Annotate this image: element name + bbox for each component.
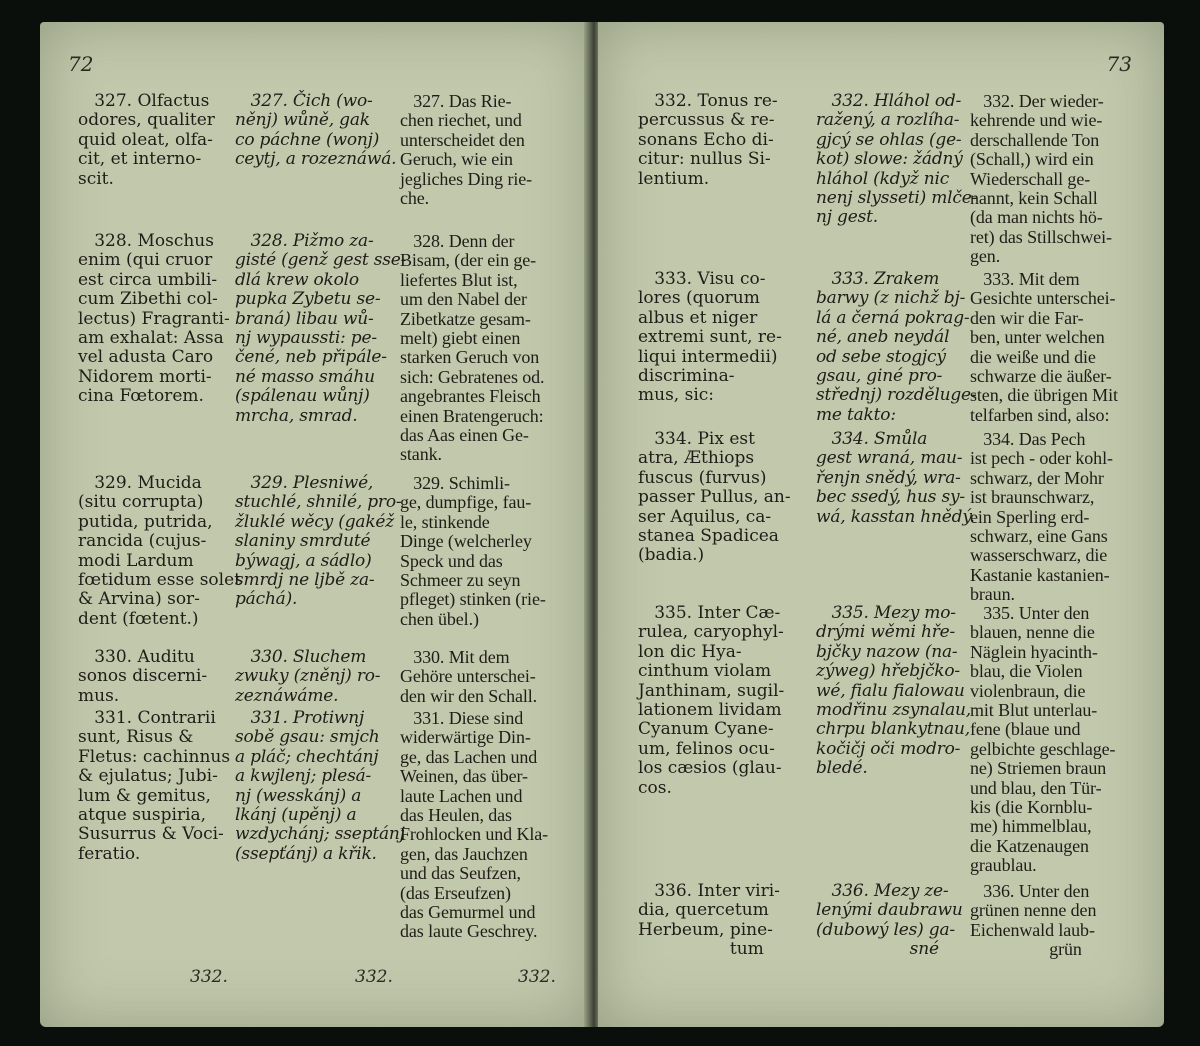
entry-333-czech: 333. Zrakem barwy (z nichž bj- lá a černá pokrag- né, aneb neydál od sebe stogjcý gsau, giné pro- střednj) rozděluge- me takto: (816, 269, 977, 425)
left-page (40, 22, 588, 1027)
right-german-column (970, 91, 1155, 960)
right-page-number: 73 (1106, 52, 1132, 76)
entry-335-latin: 335. Inter Cæ- rulea, caryophyl- lon dic Hya- cinthum violam Janthinam, sugil- lationem lividam Cyanum Cyane- um, felinos ocu- los cæsios (glau- cos. (638, 603, 785, 798)
entry-335-czech: 335. Mezy mo- drými wěmi hře- bjčky nazow (na- zýweg) hřebjčko- wé, fialu fialowau modřinu zsynalau, chrpu blankytnau, kočičj oči modro- bledé. (816, 603, 971, 779)
entry-331-latin: 331. Contrarii sunt, Risus & Fletus: cachinnus & ejulatus; Jubi- lum & gemitus, atque suspiria, Susurrus & Voci- feratio. (78, 708, 231, 864)
entry-333-german: 333. Mit dem Gesichte unterschei- den wir die Far- ben, unter welchen die weiße und die schwarze die äußer- sten, die übrigen Mit telfarben sind, also: (970, 269, 1118, 425)
right-page (598, 22, 1164, 1027)
left-page-number: 72 (68, 52, 94, 76)
signature-mark-german: 332. (518, 967, 556, 987)
entry-336-czech: 336. Mezy ze- lenými daubrawu (dubowý les) ga- sné (816, 881, 963, 960)
entry-332-czech: 332. Hláhol od- ražený, a rozlíha- gjcý se ohlas (ge- kot) slowe: žádný hláhol (když nic nenj slysseti) mlče- nj gest. (816, 91, 978, 228)
entry-330-latin: 330. Auditu sonos discerni- mus. (78, 647, 208, 706)
entry-329-german: 329. Schimli- ge, dumpfige, fau- le, stinkende Dinge (welcherley Speck und das Schmeer zu seyn pfleget) stinken (rie- chen übel.) (400, 473, 546, 629)
entry-331-german: 331. Diese sind widerwärtige Din- ge, das Lachen und Weinen, das über- laute Lachen und das Heulen, das Frohlocken und Kla- gen, das Jauchzen und das Seufzen, (das Erseufzen) das Gemurmel und das laute Geschrey. (400, 708, 549, 942)
entry-327-latin: 327. Olfactus odores, qualiter quid oleat, olfa- cit, et interno- scit. (78, 91, 215, 189)
entry-334-czech: 334. Smůla gest wraná, mau- řenjn snědý, wra- bec ssedý, hus sy- wá, kasstan hnědý. (816, 429, 975, 527)
entry-334-german: 334. Das Pech ist pech - oder kohl- schwarz, der Mohr ist braunschwarz, ein Sperling erd- schwarz, eine Gans wasserschwarz, die Kastanie kastanien- braun. (970, 429, 1113, 605)
entry-330-german: 330. Mit dem Gehöre unterschei- den wir den Schall. (400, 647, 538, 706)
left-czech-column (235, 91, 407, 864)
entry-336-latin: 336. Inter viri- dia, quercetum Herbeum, pine- tum (638, 881, 780, 960)
entry-334-latin: 334. Pix est atra, Æthiops fuscus (furvus) passer Pullus, an- ser Aquilus, ca- stanea Spadicea (badia.) (638, 429, 791, 566)
entry-328-czech: 328. Pižmo za- gisté (genž gest sse- dlá krew okolo pupka Zybetu se- braná) libau wů- nj wypaussti: pe- čené, neb připále- né masso smáhu (spálenau wůnj) mrcha, smrad. (235, 231, 407, 426)
entry-327-czech: 327. Čich (wo- něnj) wůně, gak co páchne (wonj) ceytj, a rozeznáwá. (235, 91, 397, 170)
entry-330-czech: 330. Sluchem zwuky (zněnj) ro- zeznáwáme. (235, 647, 381, 706)
entry-335-german: 335. Unter den blauen, nenne die Näglein hyacinth- blau, die Violen violenbraun, die mit Blut unterlau- fene (blaue und gelbichte geschlage- ne) Striemen braun und blau, den Tür- kis (die Kornblu- me) himmelblau, die Katzenaugen graublau. (970, 603, 1116, 876)
entry-329-latin: 329. Mucida (situ corrupta) putida, putrida, rancida (cujus- modi Lardum fœtidum esse solet & Arvina) sor- dent (fœtent.) (78, 473, 241, 629)
right-czech-column (816, 91, 991, 960)
left-latin-column (78, 91, 248, 864)
entry-332-german: 332. Der wieder- kehrende und wie- derschallende Ton (Schall,) wird ein Wiederschall ge- nannt, kein Schall (da man nichts hö- ret) das Stillschwei- gen. (970, 91, 1112, 267)
signature-mark-latin: 332. (190, 967, 228, 987)
entry-328-latin: 328. Moschus enim (qui cruor est circa umbili- cum Zibethi col- lectus) Fragranti- am exhalat: Assa vel adusta Caro Nidorem morti- cina Fœtorem. (78, 231, 230, 407)
entry-327-german: 327. Das Rie- chen riechet, und unterscheidet den Geruch, wie ein jegliches Ding rie- che. (400, 91, 533, 209)
entry-329-czech: 329. Plesniwé, stuchlé, shnilé, pro- žluklé wěcy (gakéž slaniny smrduté býwagj, a sádlo) smrdj ne ljbě za- páchá). (235, 473, 402, 610)
entry-336-german: 336. Unter den grünen nenne den Eichenwald laub- grün (970, 881, 1097, 960)
left-german-column (400, 91, 580, 942)
entry-333-latin: 333. Visu co- lores (quorum albus et niger extremi sunt, re- liqui intermedii) discriminа- mus, sic: (638, 269, 782, 406)
right-latin-column (638, 91, 818, 960)
entry-331-czech: 331. Protiwnj sobě gsau: smjch a pláč; chechtánj a kwjlenj; plesá- nj (wesskánj) a lkánj (upěnj) a wzdychánj; sseptánj (ssepťánj) a křik. (235, 708, 405, 864)
entry-328-german: 328. Denn der Bisam, (der ein ge- liefertes Blut ist, um den Nabel der Zibetkatze gesam- melt) giebt einen starken Geruch von sich: Gebratenes od. angebrantes Fleisch einen Bratengeruch: das Aas einen Ge- stank. (400, 231, 545, 465)
entry-332-latin: 332. Tonus re- percussus & re- sonans Echo di- citur: nullus Si- lentium. (638, 91, 778, 189)
signature-mark-czech: 332. (355, 967, 393, 987)
